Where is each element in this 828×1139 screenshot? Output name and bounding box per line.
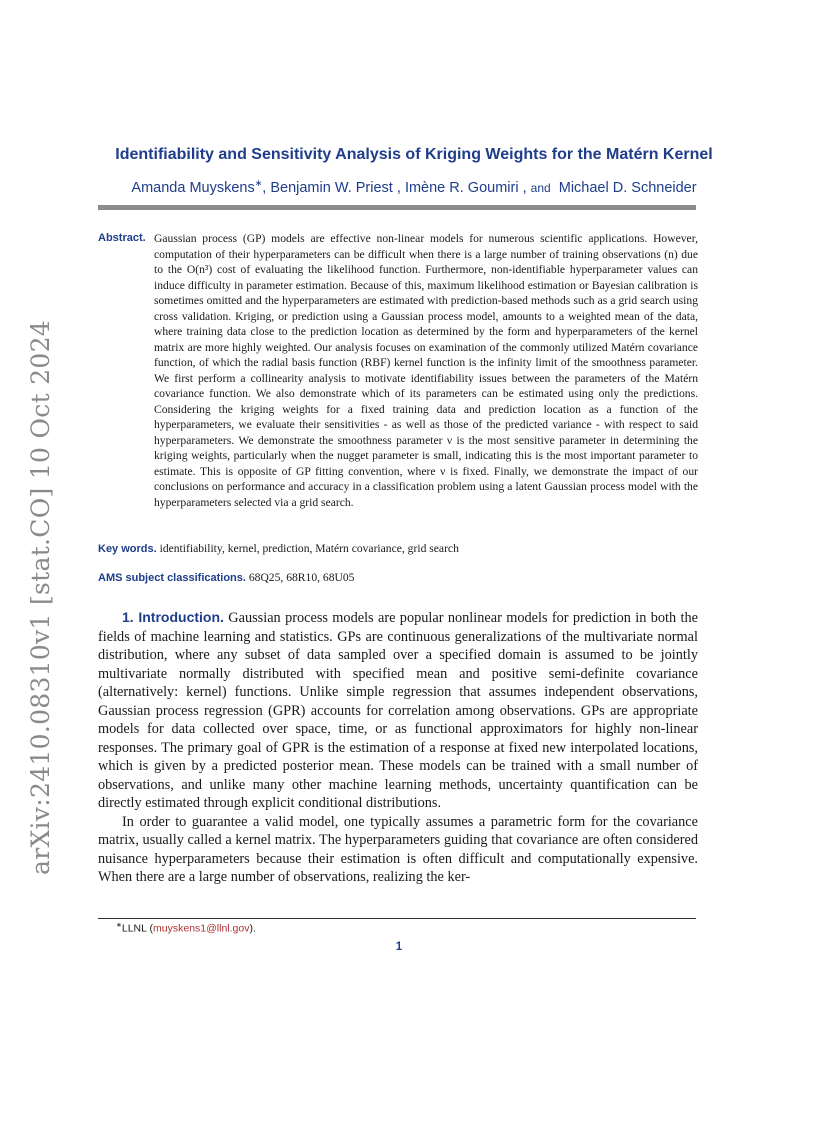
keywords-text: identifiability, kernel, prediction, Matérn covariance, grid search	[159, 542, 459, 555]
footnote-close: ).	[249, 922, 256, 935]
author-1[interactable]: Amanda Muyskens	[131, 179, 255, 196]
arxiv-stamp-text: arXiv:2410.08310v1 [stat.CO] 10 Oct 2024	[25, 319, 55, 875]
footnote-mark: ∗	[116, 922, 122, 929]
keywords	[98, 542, 698, 555]
section-title[interactable]: 1. Introduction.	[122, 609, 224, 625]
introduction-section	[98, 608, 698, 887]
footnote	[116, 921, 256, 935]
abstract	[98, 231, 698, 510]
paper-title: Identifiability and Sensitivity Analysis of Kriging Weights for the Matérn Kernel	[115, 146, 713, 163]
intro-paragraph-2: In order to guarantee a valid model, one typically assumes a parametric form for the covariance matrix, usually called a kernel matrix. The hyperparameters guiding that covariance are often considered nuisance hyperparameters because their estimation is often difficult and computationally expensive. When there are a large number of observations, realizing the ker-	[98, 813, 698, 885]
footnote-email-link[interactable]: muyskens1@llnl.gov	[153, 922, 250, 935]
author-separator: ,	[262, 179, 271, 196]
abstract-text: Gaussian process (GP) models are effective non-linear models for numerous scientific applications. However, computation of their hyperparameters can be difficult when there is a large number of training observations (n) due to the O(n³) cost of evaluating the likelihood function. Furthermore, non-identifiable hyperparameter values can induce difficulty in parameter estimation. Because of this, maximum likelihood estimation or Bayesian calibration is sometimes omitted and the hyperparameters are estimated with prediction-based methods such as a grid search using cross validation. Kriging, or prediction using a Gaussian process model, amounts to a weighted mean of the data, where training data close to the prediction location as determined by the form and hyperparameters of the kernel matrix are more highly weighted. Our analysis focuses on examination of the commonly utilized Matérn covariance function, of which the radial basis function (RBF) kernel function is the infinity limit of the smoothness parameter. We first perform a collinearity analysis to motivate identifiability issues between the parameters of the Matérn covariance function. We also demonstrate which of its parameters can be estimated using only the predictions. Considering the kriging weights for a fixed training data and prediction location as a function of the hyperparameters, we evaluate their sensitivities - as well as those of the predicted variance - with respect to said hyperparameters. We demonstrate the smoothness parameter ν is the most sensitive parameter in determining the kriging weights, particularly when the nugget parameter is small, indicating this is the most important parameter to estimate. This is opposite of GP fitting convention, where ν is fixed. Finally, we demonstrate the impact of our conclusions on performance and accuracy in a classification problem using a latent Gaussian process model with the hyperparameters selected via a grid search.	[154, 232, 698, 509]
author-separator: ,	[518, 179, 531, 196]
ams-label: AMS subject classifications.	[98, 572, 246, 584]
author-4[interactable]: Michael D. Schneider	[558, 179, 697, 196]
author-1-footnote-mark[interactable]: ∗	[254, 178, 263, 188]
author-and: and	[530, 180, 551, 195]
intro-paragraph-1-text: Gaussian process models are popular nonlinear models for prediction in both the fields of machine learning and statistics. GPs are continuous generalizations of the multivariate normal distribution, where any subset of data sampled over a specified domain is assumed to be jointly multivariate normally distributed with specified mean and positive semi-definite covariance (alternatively: kernel) functions. Unlike simple regression that assumes independent observations, Gaussian process regression (GPR) accounts for correlation among observations. GPs are appropriate models for data collected over space, time, or as functional approximators for highly non-linear responses. The primary goal of GPR is the estimation of a response at fixed new interpolated locations, which is given by a predicted posterior mean. These models can be trained with a small number of observations, and unlike many other machine learning methods, uncertainty quantification can be directly estimated through explicit conditional distributions.	[98, 610, 698, 811]
intro-paragraph-1	[98, 608, 698, 813]
author-list	[60, 178, 768, 196]
abstract-label: Abstract.	[98, 232, 146, 244]
ams-text: 68Q25, 68R10, 68U05	[248, 571, 355, 584]
title-divider	[98, 205, 696, 210]
ams-classifications	[98, 571, 698, 584]
page-number: 1	[395, 941, 403, 953]
author-3[interactable]: Imène R. Goumiri	[404, 179, 519, 196]
author-2[interactable]: Benjamin W. Priest	[270, 179, 393, 196]
arxiv-identifier-stamp	[12, 319, 68, 875]
footnote-org: LLNL (	[121, 922, 154, 935]
author-separator: ,	[392, 179, 405, 196]
keywords-label: Key words.	[98, 543, 157, 555]
footnote-divider	[98, 918, 696, 919]
